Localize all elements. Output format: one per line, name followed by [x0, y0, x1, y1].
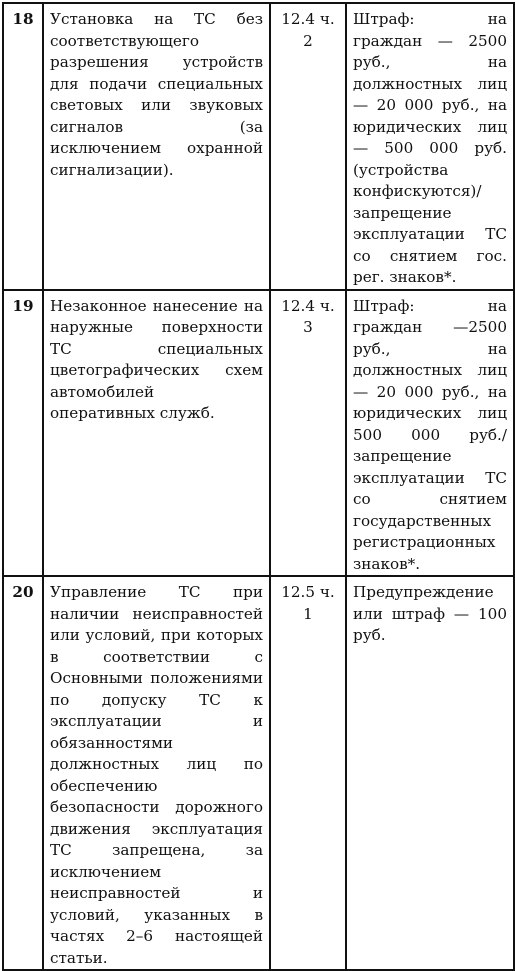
row-number: 19 — [3, 290, 43, 577]
violation-description: Установка на ТС без соответствующего разрешения устройств для подачи специальных световых или звуковых сигналов (за исключением охранной сигнализации). — [43, 3, 270, 290]
fines-table — [2, 2, 515, 971]
code-article: 12.4 ч. 3 — [270, 290, 346, 577]
table-row — [3, 576, 514, 970]
code-article: 12.5 ч. 1 — [270, 576, 346, 970]
row-number: 20 — [3, 576, 43, 970]
table-row — [3, 290, 514, 577]
code-article: 12.4 ч. 2 — [270, 3, 346, 290]
table-row — [3, 3, 514, 290]
violation-description: Управление ТС при наличии неисправностей или условий, при которых в соответствии с Основными положениями по допуску ТС к эксплуатации и обязанностями должностных лиц по обеспечению безопасности дорожного движения эксплуатация ТС запрещена, за исключением неисправностей и условий, указанных в частях 2–6 настоящей статьи. — [43, 576, 270, 970]
row-number: 18 — [3, 3, 43, 290]
penalty-text: Штраф: на граждан — 2500 руб., на должностных лиц — 20 000 руб., на юридических лиц — 500 000 руб. (устройства конфискуются)/запрещение эксплуатации ТС со снятием гос. рег. знаков*. — [346, 3, 514, 290]
penalty-text: Предупреждение или штраф — 100 руб. — [346, 576, 514, 970]
violation-description: Незаконное нанесение на наружные поверхности ТС специальных цветографических схем автомобилей оперативных служб. — [43, 290, 270, 577]
penalty-text: Штраф: на граждан —2500 руб., на должностных лиц — 20 000 руб., на юридических лиц 500 000 руб./запрещение эксплуатации ТС со снятием государственных регистрационных знаков*. — [346, 290, 514, 577]
